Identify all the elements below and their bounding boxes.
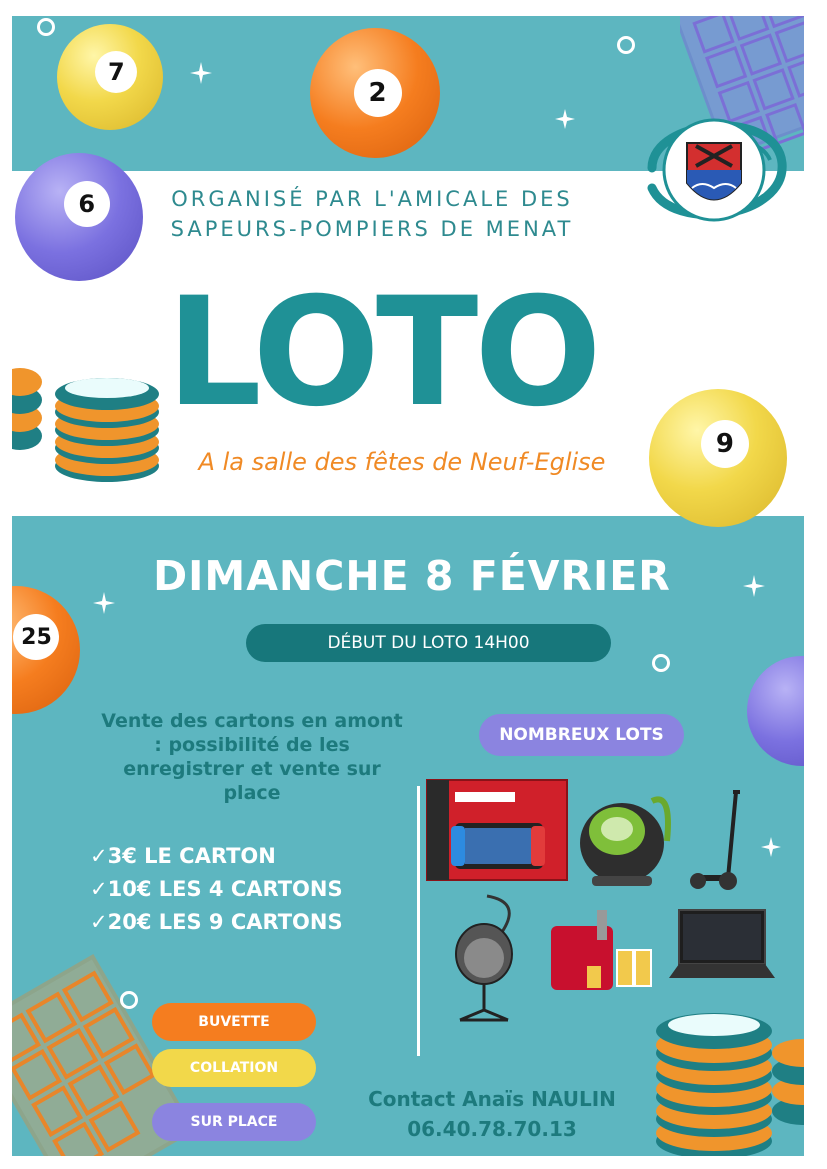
page-title: LOTO [166, 266, 598, 440]
check-icon: ✓ [90, 844, 108, 868]
hanging-chair-icon [442, 892, 532, 1032]
divider [417, 786, 420, 1056]
fire-brigade-logo [632, 98, 797, 238]
price-text: 10€ LES 4 CARTONS [107, 877, 343, 901]
small-circle-decoration [617, 36, 635, 54]
bingo-ball-purple [15, 153, 143, 281]
price-item [90, 840, 343, 873]
venue-text: A la salle des fêtes de Neuf-Eglise [198, 448, 606, 476]
ball-number: 9 [701, 420, 749, 468]
small-circle-decoration [120, 991, 138, 1009]
price-text: 3€ LE CARTON [107, 844, 276, 868]
bingo-ball-purple-right [747, 656, 804, 766]
bingo-ball-orange [310, 28, 440, 158]
price-list [90, 840, 343, 939]
organizer-line-1: ORGANISÉ PAR L'AMICALE DES [171, 187, 573, 211]
contact-phone: 06.40.78.70.13 [407, 1117, 577, 1141]
check-icon: ✓ [90, 910, 108, 934]
price-text: 20€ LES 9 CARTONS [107, 910, 343, 934]
ball-number: 2 [354, 69, 402, 117]
contact-info [342, 1084, 642, 1144]
sparkle-icon [760, 836, 782, 858]
sales-line: : possibilité de les [154, 734, 350, 756]
beer-tap-icon [547, 906, 657, 1001]
sparkle-icon [742, 574, 766, 598]
organizer-line-2: SAPEURS-POMPIERS DE MENAT [170, 217, 574, 241]
bingo-ball-orange-left [12, 586, 80, 714]
small-circle-decoration [652, 654, 670, 672]
bingo-ball-yellow-right [649, 389, 787, 527]
sales-info [82, 709, 422, 805]
poster [12, 16, 804, 1156]
check-icon: ✓ [90, 877, 108, 901]
price-item [90, 906, 343, 939]
carpet-cleaner-icon [572, 781, 682, 891]
casino-chips-icon [12, 356, 162, 486]
ball-number: 7 [95, 51, 137, 93]
laptop-icon [667, 906, 777, 986]
ball-number: 25 [13, 614, 59, 660]
event-date: DIMANCHE 8 FÉVRIER [153, 552, 671, 600]
game-console-icon [425, 778, 570, 883]
service-badge-collation: COLLATION [152, 1049, 316, 1087]
organizer-text [132, 184, 612, 244]
sales-line: place [223, 782, 281, 804]
sales-line: Vente des cartons en amont [101, 710, 403, 732]
ball-number: 6 [64, 181, 110, 227]
small-circle-decoration [37, 18, 55, 36]
bingo-ball-yellow [57, 24, 163, 130]
casino-chips-icon [652, 1001, 804, 1156]
contact-name: Contact Anaïs NAULIN [368, 1087, 616, 1111]
sales-line: enregistrer et vente sur [123, 758, 381, 780]
start-time-badge: DÉBUT DU LOTO 14H00 [246, 624, 611, 662]
sparkle-icon [92, 591, 116, 615]
sparkle-icon [554, 108, 576, 130]
price-item [90, 873, 343, 906]
prizes-badge: NOMBREUX LOTS [479, 714, 684, 756]
sparkle-icon [188, 60, 214, 86]
service-badge-buvette: BUVETTE [152, 1003, 316, 1041]
service-badge-sur-place: SUR PLACE [152, 1103, 316, 1141]
scooter-icon [688, 786, 758, 896]
